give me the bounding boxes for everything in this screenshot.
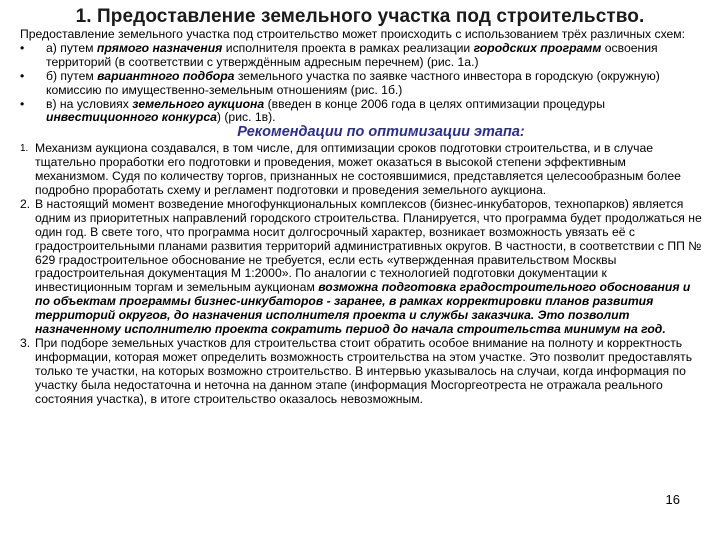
emphasis-text: городских программ xyxy=(473,40,602,55)
bullet-item-b xyxy=(20,70,702,98)
intro-paragraph: Предоставление земельного участка под строительство может происходить с использованием трёх различных схем: xyxy=(20,27,686,41)
bullet-icon: • xyxy=(20,68,25,83)
item-number: 2. xyxy=(20,196,31,211)
item-text: При подборе земельных участков для строительства стоит обратить особое внимание на полноту и корректность информации, которая может определить возможность строительства на этом участке. Это позволит предоставлять только те участки, на которых возможно строительство. В интервью указывалось на случаи, когда информация по участку была недостаточна и неточна на данном этапе (информация Мосгоргеотреста не отражала реального состояния участка), в итоге строительство оказалось невозможным. xyxy=(35,335,693,406)
bullet-icon: • xyxy=(20,40,25,55)
emphasis-text: земельного аукциона xyxy=(132,96,265,111)
numbered-item-3 xyxy=(20,337,702,407)
emphasis-text: возможна подготовка градостроительного обоснования и по объектам программы бизнес-инкубаторов - заранее, в рамках корректировки планов развития территорий округов, до назначения исполнителя проекта и службы заказчика. Это позволит назначенному исполнителю проекта сократить период до начала строительства минимум на год. xyxy=(35,280,691,337)
bullet-item-a xyxy=(20,42,702,70)
item-number: 3. xyxy=(20,335,31,350)
bullet-text: а) путем xyxy=(46,40,97,55)
bullet-text: освоения территорий (в соответствии с утверждённым адресным перечнем) (рис. 1а.) xyxy=(46,40,658,69)
emphasis-text: инвестиционного конкурса xyxy=(46,110,217,125)
bullet-text: исполнителя проекта в рамках реализации xyxy=(222,40,474,55)
bullet-text: в) на условиях xyxy=(46,96,133,111)
bullet-icon: • xyxy=(20,96,25,111)
bullet-text: б) путем xyxy=(46,68,98,83)
item-text: В настоящий момент возведение многофункциональных комплексов (бизнес-инкубаторов, технопарков) является одним из приоритетных направлений городского строительства. Планируется, что программа будет продолжаться не один год. В свете того, что программа носит долгосрочный характер, возникает возможность увязать её с градостроительными планами развития территорий административных округов. В частности, в соответствии с ПП № 629 градостроительное обоснование не требуется, если есть «утвержденная правительством Москвы градостроительная документация М 1:2000». По аналогии с технологией подготовки документации к инвестиционным торгам и земельным аукционам xyxy=(35,196,702,295)
item-number: 1. xyxy=(20,143,29,155)
emphasis-text: прямого назначения xyxy=(96,40,223,55)
emphasis-text: вариантного подбора xyxy=(97,68,235,83)
bullet-text: ) (рис. 1в). xyxy=(216,110,276,125)
section-subtitle: Рекомендации по оптимизации этапа: xyxy=(237,124,525,141)
item-text: Механизм аукциона создавался, в том числе, для оптимизации сроков подготовки строительства, и в случае тщательно проработки его подготовки и проведения, может оказаться в высокой степени эффективным механизмом. Судя по количеству торгов, признанных не состоявшимися, представляется целесообразным более подробно проработать схему и регламент подготовки и проведения земельного аукциона. xyxy=(35,141,681,197)
bullet-item-c xyxy=(20,98,702,126)
document-body xyxy=(20,28,702,406)
bullet-text: (введен в конце 2006 года в целях оптимизации процедуры xyxy=(264,96,605,111)
numbered-item-2 xyxy=(20,198,702,337)
page-title: 1. Предоставление земельного участка под строительство. xyxy=(75,6,645,27)
numbered-item-1 xyxy=(20,142,702,198)
page-number: 16 xyxy=(665,492,680,507)
bullet-text: земельного участка по заявке частного инвестора в городскую (окружную) комиссию по имущественно-земельным отношениям (рис. 1б.) xyxy=(46,68,660,97)
